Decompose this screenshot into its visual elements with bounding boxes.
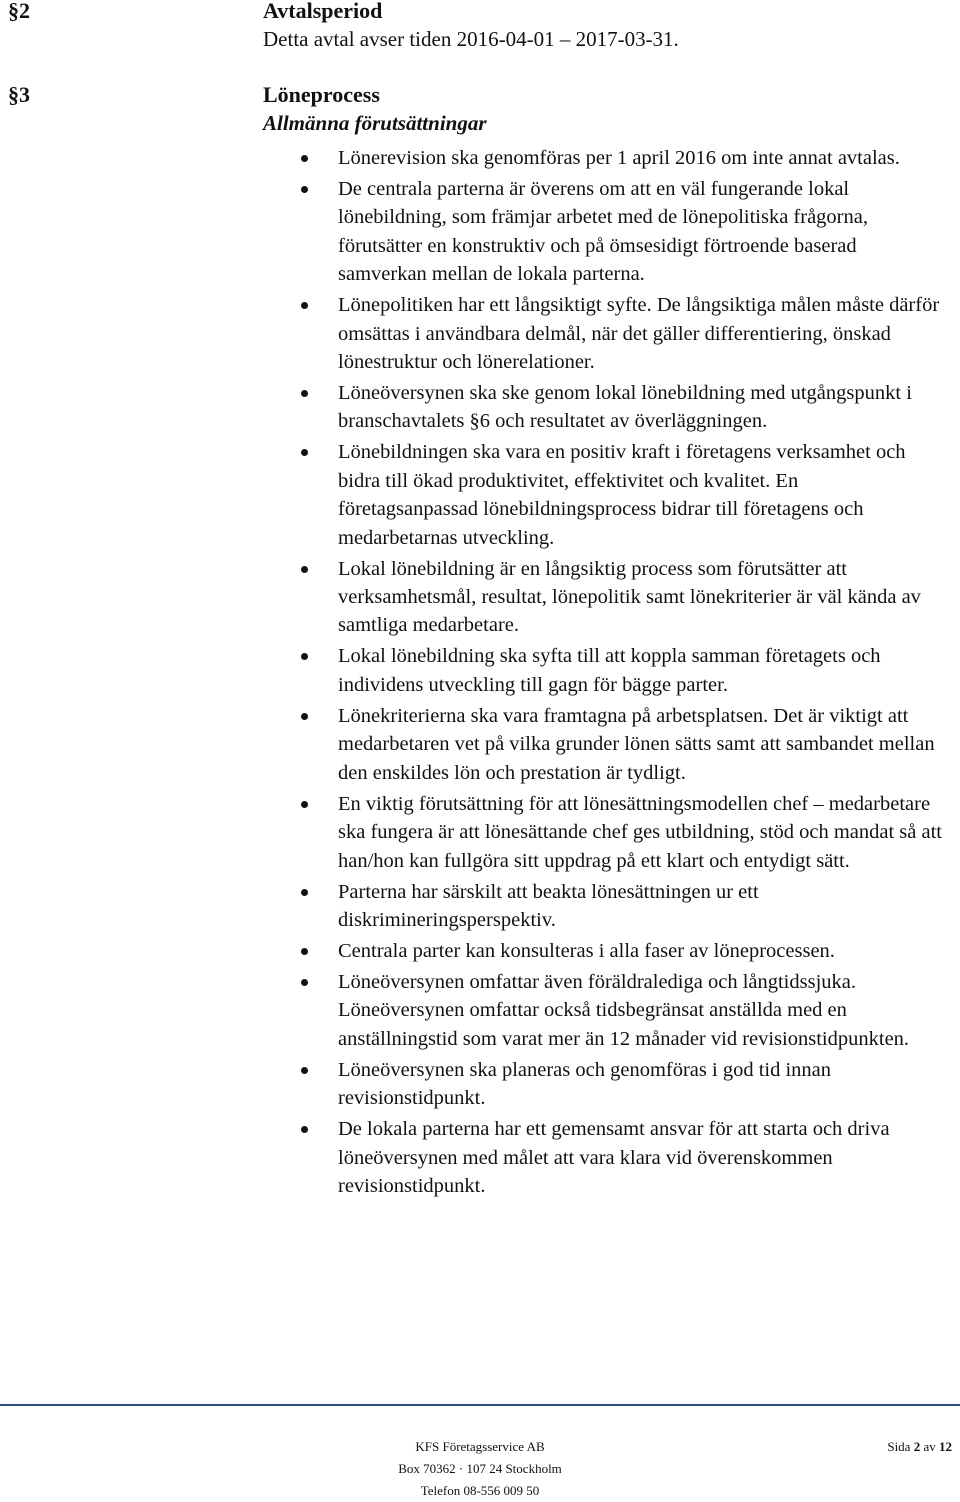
page-of: av (923, 1439, 936, 1454)
list-item (263, 144, 942, 172)
bullet-text: Lönekriterierna ska vara framtagna på arbetsplatsen. Det är viktigt att medarbetaren vet på vilka grunder lönen sätts samt att sambandet mellan den enskildes lön och prestation är tydligt. (338, 704, 935, 784)
bullet-icon (301, 302, 308, 309)
bullet-icon (301, 155, 308, 162)
list-item (263, 555, 942, 640)
section-3-title: Löneprocess (263, 82, 380, 107)
list-item (263, 937, 942, 965)
footer-phone: Telefon 08-556 009 50 (420, 1483, 540, 1498)
bullet-icon (301, 653, 308, 660)
list-item (263, 291, 942, 376)
list-item (263, 379, 942, 436)
section-3-mark: §3 (8, 82, 30, 107)
section-2 (0, 0, 960, 60)
section-3-subtitle: Allmänna förutsättningar (263, 111, 487, 135)
section-2-text: Detta avtal avser tiden 2016-04-01 – 2017-03-31. (263, 27, 679, 51)
bullet-text: Lönerevision ska genomföras per 1 april 2016 om inte annat avtalas. (338, 147, 900, 169)
page-label: Sida (887, 1439, 911, 1454)
bullet-icon (301, 1126, 308, 1133)
bullet-icon (301, 889, 308, 896)
bullet-text: Lönebildningen ska vara en positiv kraft i företagens verksamhet och bidra till ökad produktivitet, effektivitet och kvalitet. En företagsanpassad lönebildningsprocess bidrar till företagens och medarbetarnas utveckling. (338, 441, 906, 549)
bullet-text: Löneöversynen ska ske genom lokal lönebildning med utgångspunkt i branschavtalets §6 och resultatet av överläggningen. (338, 382, 912, 433)
bullet-icon (301, 566, 308, 573)
footer-rule (0, 1404, 960, 1406)
bullet-icon (301, 186, 308, 193)
list-item (263, 878, 942, 935)
bullet-text: Lokal lönebildning är en långsiktig process som förutsätter att verksamhetsmål, resultat, lönepolitik samt lönekriterier är väl kända av samtliga medarbetare. (338, 557, 921, 637)
bullet-text: En viktig förutsättning för att lönesättningsmodellen chef – medarbetare ska fungera är att lönesättande chef ges utbildning, stöd och mandat så att han/hon kan fullgöra sitt uppdrag på ett klart och entydigt sätt. (338, 792, 942, 872)
bullet-text: Centrala parter kan konsulteras i alla faser av löneprocessen. (338, 939, 835, 962)
bullet-icon (301, 449, 308, 456)
bullet-text: Löneöversynen ska planeras och genomföras i god tid innan revisionstidpunkt. (338, 1058, 832, 1110)
page-number (887, 1436, 952, 1458)
list-item (263, 175, 942, 289)
bullet-text: Löneöversynen omfattar även föräldralediga och långtidssjuka. Löneöversynen omfattar också tidsbegränsat anställda med en anställningstid som varat mer än 12 månader vid revisionstidpunkten. (338, 970, 910, 1050)
section-2-title: Avtalsperiod (263, 0, 383, 23)
bullet-list (263, 144, 942, 1203)
page-total: 12 (939, 1439, 952, 1454)
bullet-icon (301, 801, 308, 808)
page-current: 2 (913, 1439, 921, 1454)
footer-address: Box 70362 · 107 24 Stockholm (398, 1461, 562, 1476)
list-item (263, 790, 942, 875)
list-item (263, 1056, 942, 1113)
section-2-mark: §2 (8, 0, 30, 23)
bullet-icon (301, 979, 308, 986)
bullet-icon (301, 948, 308, 955)
bullet-text: De lokala parterna har ett gemensamt ansvar för att starta och driva löneöversynen med målet att vara klara vid överenskommen revisionstidpunkt. (338, 1118, 890, 1197)
list-item (263, 968, 942, 1053)
list-item (263, 642, 942, 699)
bullet-icon (301, 713, 308, 720)
bullet-text: De centrala parterna är överens om att en väl fungerande lokal lönebildning, som främjar arbetet med de lönepolitiska frågorna, förutsätter en konstruktiv och på ömsesidigt förtroende baserad samverkan mellan de lokala parterna. (338, 178, 868, 286)
list-item (263, 438, 942, 552)
bullet-icon (301, 390, 308, 397)
footer-address-block (330, 1436, 630, 1502)
bullet-text: Parterna har särskilt att beakta lönesättningen ur ett diskrimineringsperspektiv. (338, 880, 759, 931)
list-item (263, 1115, 942, 1200)
bullet-icon (301, 1067, 308, 1074)
list-item (263, 702, 942, 787)
section-3 (0, 80, 960, 1380)
footer-company: KFS Företagsservice AB (415, 1439, 545, 1454)
bullet-text: Lokal lönebildning ska syfta till att koppla samman företagets och individens utveckling till gagn för bägge parter. (338, 645, 881, 696)
bullet-text: Lönepolitiken har ett långsiktigt syfte. De långsiktiga målen måste därför omsättas i användbara delmål, när det gäller differentiering, önskad lönestruktur och lönerelationer. (338, 294, 940, 374)
